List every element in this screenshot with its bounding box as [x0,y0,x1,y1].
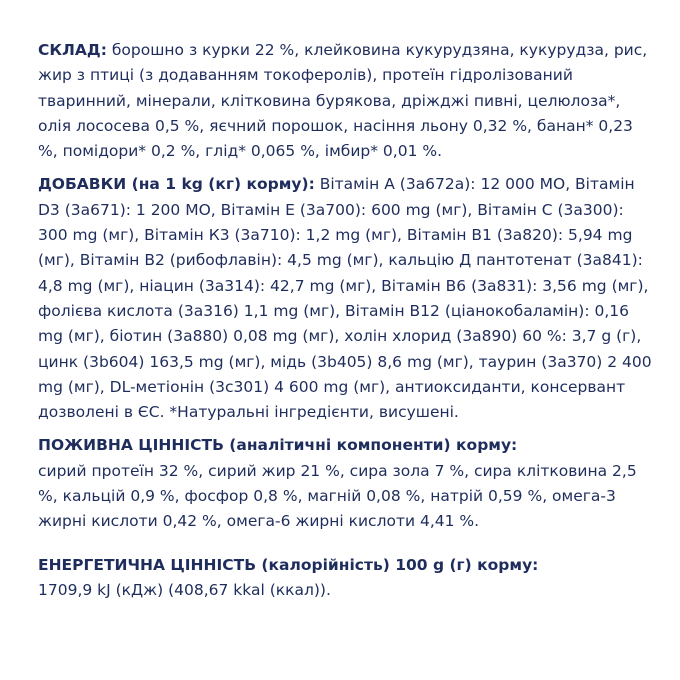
section-energy-value [38,553,656,604]
label-text-block [38,38,656,603]
section-body: борошно з курки 22 %, клейковина кукурудзяна, кукурудза, рис, жир з птиці (з додаванням токоферолів), протеїн гідролізований тваринний, мінерали, клітковина бурякова, дріжджі пивні, целюлоза*, олія лососева 0,5 %, яєчний порошок, насіння льону 0,32 %, банан* 0,23 %, помідори* 0,2 %, глід* 0,065 %, імбир* 0,01 %. [38,41,648,161]
section-heading: ЕНЕРГЕТИЧНА ЦІННІСТЬ (калорійність) 100 g (г) корму: [38,555,539,574]
section-nutritional-value [38,433,656,534]
section-heading: ПОЖИВНА ЦІННІСТЬ (аналітичні компоненти) корму: [38,436,518,455]
section-body: 1709,9 kJ (кДж) (408,67 kkal (ккал)). [38,580,331,599]
section-composition [38,38,656,164]
section-body: Вітамін А (3а672а): 12 000 МО, Вітамін D3 (3а671): 1 200 МО, Вітамін Е (3а700): 600 mg (мг), Вітамін С (3а300): 300 mg (мг), Вітамін К3 (3а710): 1,2 mg (мг), Вітамін В1 (3а820): 5,94 mg (мг), Вітамін В2 (рибофлавін): 4,5 mg (мг), кальцію Д пантотенат (3а841): 4,8 mg (мг), ніацин (3а314): 42,7 mg (мг), Вітамін В6 (3а831): 3,56 mg (мг), фолієва кислота (3а316) 1,1 mg (мг), Вітамін В12 (ціанокобаламін): 0,16 mg (мг), біотин (3а880) 0,08 mg (мг), холін хлорид (3а890) 60 %: 3,7 g (г), цинк (3b604) 163,5 mg (мг), мідь (3b405) 8,6 mg (мг), таурин (3а370) 2 400 mg (мг), DL-метіонін (3с301) 4 600 mg (мг), антиоксиданти, консервант дозволені в ЄС. *Натуральні інгредієнти, висушені. [38,175,652,422]
section-heading: ДОБАВКИ (на 1 kg (кг) корму): [38,175,315,194]
section-heading: СКЛАД: [38,41,107,59]
section-additives [38,172,656,425]
section-body: сирий протеїн 32 %, сирий жир 21 %, сира зола 7 %, сира клітковина 2,5 %, кальцій 0,9 %, фосфор 0,8 %, магній 0,08 %, натрій 0,59 %, омега-3 жирні кислоти 0,42 %, омега-6 жирні кислоти 4,41 %. [38,461,637,531]
